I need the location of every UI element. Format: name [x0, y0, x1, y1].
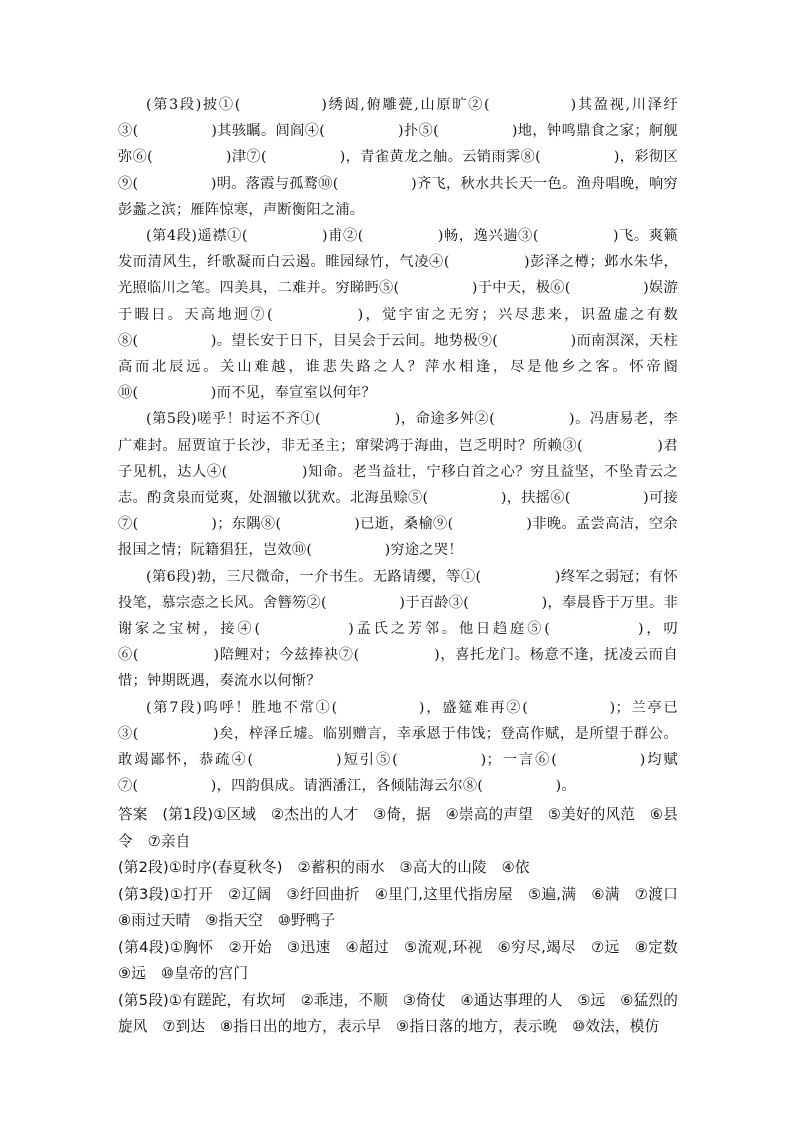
answer-line-3: (第3段)①打开 ②辽阔 ③纡回曲折 ④里门,这里代指房屋 ⑤遍,满 ⑥满 ⑦渡口 ⑧雨过天晴 ⑨指天空 ⑩野鸭子: [118, 885, 693, 930]
document-page: [118, 92, 693, 1041]
answer-section: [118, 802, 693, 1041]
paragraph-4: (第4段)遥襟①( )甫②( )畅，逸兴遄③( )飞。爽籁发而清风生，纤歌凝而白云遏。睢园绿竹，气凌④( )彭泽之樽；邺水朱华，光照临川之笔。四美具，二难并。穷睇眄⑤( )于中天，极⑥( )娱游于暇日。天高地迥⑦( )，觉宇宙之无穷；兴尽悲来，识盈虚之有数⑧( )。望长安于日下，目吴会于云间。地势极⑨( )而南溟深，天柱高而北辰远。关山难越，谁悲失路之人？萍水相逢，尽是他乡之客。怀帝阍⑩( )而不见，奉宣室以何年？: [118, 228, 678, 402]
answer-line-2: (第2段)①时序(春夏秋冬) ②蓄积的雨水 ③高大的山陵 ④依: [118, 859, 530, 877]
answer-line-4: (第4段)①胸怀 ②开始 ③迅速 ④超过 ⑤流观,环视 ⑥穷尽,竭尽 ⑦远 ⑧定数 ⑨远 ⑩皇帝的宫门: [118, 938, 693, 983]
paragraph-6: (第6段)勃，三尺微命，一介书生。无路请缨，等①( )终军之弱冠；有怀投笔，慕宗悫之长风。舍簪笏②( )于百龄③( )，奉晨昏于万里。非谢家之宝树，接④( )孟氏之芳邻。他日趋庭⑤( )，叨⑥( )陪鲤对；今兹捧袂⑦( )，喜托龙门。杨意不逢，抚凌云而自惜；钟期既遇，奏流水以何惭？: [118, 568, 678, 690]
paragraph-5: (第5段)嗟乎！时运不齐①( )，命途多舛②( )。冯唐易老，李广难封。屈贾谊于长沙，非无圣主；窜梁鸿于海曲，岂乏明时？所赖③( )君子见机，达人④( )知命。老当益壮，宁移白首之心？穷且益坚，不坠青云之志。酌贪泉而觉爽，处涸辙以犹欢。北海虽赊⑤( )，扶摇⑥( )可接⑦( )；东隅⑧( )已逝，桑榆⑨( )非晚。孟尝高洁，空余报国之情；阮籍猖狂，岂效⑩( )穷途之哭！: [118, 411, 678, 559]
answer-line-5: (第5段)①有蹉跎，有坎坷 ②乖违，不顺 ③倚仗 ④通达事理的人 ⑤远 ⑥猛烈的旋风 ⑦到达 ⑧指日出的地方，表示早 ⑨指日落的地方，表示晚 ⑩效法，模仿: [118, 991, 678, 1036]
answer-line-1: 答案 (第1段)①区域 ②杰出的人才 ③倚，据 ④崇高的声望 ⑤美好的风范 ⑥县令 ⑦亲自: [118, 806, 678, 850]
paragraph-3: (第3段)披①( )绣闼,俯雕甍,山原旷②( )其盈视,川泽纡③( )其骇瞩。闾阎④( )扑⑤( )地，钟鸣鼎食之家；舸舰弥⑥( )津⑦( )，青雀黄龙之舳。云销雨霁⑧( )，彩彻区⑨( )明。落霞与孤鹜⑩( )齐飞，秋水共长天一色。渔舟唱晚，响穷彭蠡之滨；雁阵惊寒，声断衡阳之浦。: [118, 97, 678, 218]
paragraph-7: (第7段)呜呼！胜地不常①( )，盛筵难再②( )；兰亭已③( )矣，梓泽丘墟。临别赠言，幸承恩于伟饯；登高作赋，是所望于群公。敢竭鄙怀，恭疏④( )短引⑤( )；一言⑥( )均赋⑦( )，四韵俱成。请洒潘江，各倾陆海云尔⑧( )。: [118, 699, 678, 795]
